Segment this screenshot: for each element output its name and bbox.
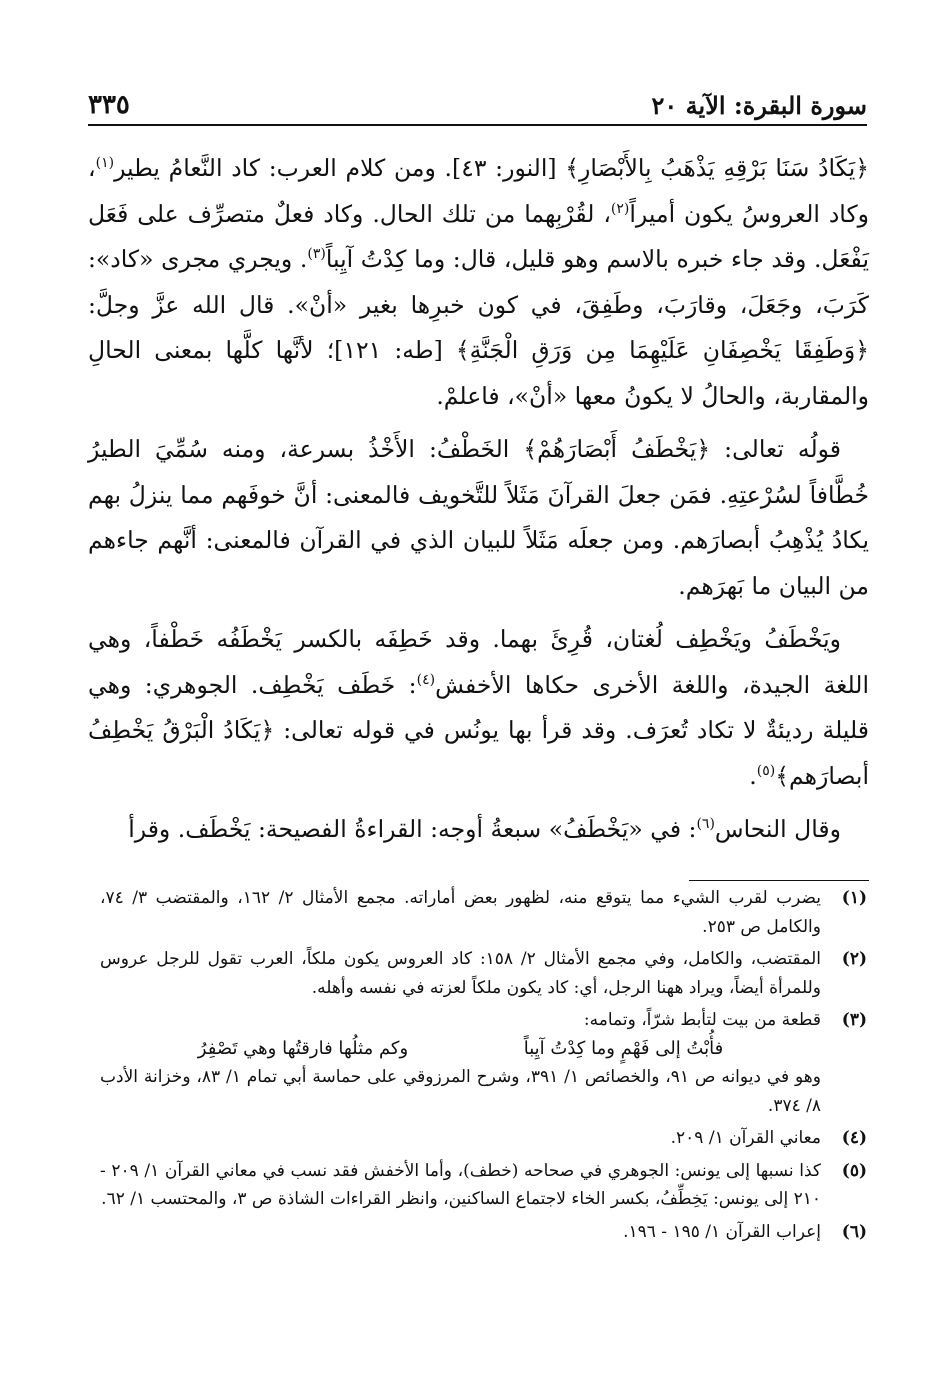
paragraph-3 [88, 617, 869, 799]
page-header [88, 78, 867, 126]
text-segment: : خَطَف يَخْطِف. الجوهري: وهي قليلة رديئةٌ لا تكاد تُعرَف. وقد قرأ بها يونُس في قوله تعالى: ﴿يَكَادُ الْبَرْقُ يَخْطِفُ أبصارَهم﴾ [88, 670, 869, 790]
footnote-number: (٦) [841, 1221, 867, 1242]
main-text [88, 146, 869, 861]
footnote-body [100, 1006, 821, 1120]
text-segment: وقال النحاس [714, 815, 841, 843]
footnote-number: (١) [841, 888, 867, 908]
footnote-1 [100, 884, 867, 941]
footnote-4 [100, 1124, 867, 1153]
paragraph-4 [88, 807, 869, 853]
footnote-6 [100, 1218, 867, 1247]
paragraph-2: قولُه تعالى: ﴿يَخْطَفُ أَبْصَارَهُمْ﴾ الخَطْفُ: الأَخْذُ بسرعة، ومنه سُمِّيَ الطيرُ خُطَّافاً لسُرْعتِهِ. فمَن جعلَ القرآنَ مَثَلاً للتَّخويف فالمعنى: أنَّ خوفَهم مما ينزلُ بهم يكادُ يُذْهِبُ أبصارَهم. ومن جعلَه مَثَلاً للبيان الذي في القرآن فالمعنى: أنَّهم جاءهم من البيان ما بَهرَهم. [88, 435, 869, 600]
text-segment: ويَخْطَفُ ويَخْطِف لُغتان، قُرِئَ بهما. وقد خَطِفَه بالكسر يَخْطَفُه خَطْفاً، وهي اللغة الجيدة، واللغة الأخرى حكاها الأخفش [88, 625, 869, 699]
text-segment: ، لقُرْبِهما من تلك الحال. وكاد فعلٌ متصرِّف على فَعَل يَفْعَل. وقد جاء خبره بالاسم وهو قليل، قال: وما كِدْتُ آيِباً [88, 199, 869, 273]
footnote-number: (٣) [841, 1010, 867, 1030]
footnote-number: (٥) [841, 1160, 867, 1181]
text-segment: ، وكاد العروسُ يكون أميراً [88, 154, 869, 228]
footnotes [100, 884, 867, 1250]
footnote-ref-3: (٣) [307, 246, 326, 263]
footnote-text: معاني القرآن ١/ ٢٠٩. [670, 1128, 821, 1148]
footnote-divider [689, 880, 869, 881]
footnote-ref-4: (٤) [416, 671, 436, 688]
footnote-text: قطعة من بيت لتأبط شرّاً، وتمامه: [583, 1010, 821, 1030]
footnote-text: كذا نسبها إلى يونس: الجوهري في صحاحه (خطف)، وأما الأخفش فقد نسب في معاني القرآن ١/ ٢٠٩ - ٢١٠ إلى يونس: يَخِطِّفُ، بكسر الخاء لاجتماع الساكنين، وانظر القراءات الشاذة ص ٣، والمحتسب ١/ ٦٢. [100, 1160, 821, 1209]
footnote-2 [100, 945, 867, 1002]
footnote-3 [100, 1006, 867, 1120]
verse-hemistich-1: فأُبْتُ إلى فَهْمٍ وما كِدْتُ آيِباً [523, 1037, 724, 1059]
page-number: ٣٣٥ [88, 90, 130, 120]
footnote-ref-6: (٦) [696, 816, 715, 833]
footnote-text: يضرب لقرب الشيء مما يتوقع منه، لظهور بعض أماراته. مجمع الأمثال ٢/ ١٦٢، والمقتضب ٣/ ٧٤، والكامل ص ٢٥٣. [100, 888, 822, 937]
footnote-number: (٢) [841, 949, 867, 969]
poem-verse [100, 1035, 821, 1064]
footnote-ref-1: (١) [95, 155, 115, 172]
footnote-5 [100, 1157, 867, 1214]
footnote-ref-5: (٥) [756, 762, 776, 779]
footnote-text: إعراب القرآن ١/ ١٩٥ - ١٩٦. [623, 1221, 821, 1242]
text-segment: : في «يَخْطَفُ» سبعةُ أوجه: القراءةُ الفصيحة: يَخْطَف. وقرأ [128, 815, 697, 843]
paragraph-1 [88, 146, 869, 419]
verse-hemistich-2: وكم مثلُها فارقتُها وهي تَصْفِرُ [197, 1037, 409, 1059]
footnote-text: المقتضب، والكامل، وفي مجمع الأمثال ٢/ ١٥٨: كاد العروس يكون ملكاً، العرب تقول للرجل عروس وللمرأة أيضاً، ويراد ههنا الرجل، أي: كاد يكون ملكاً لعزته في نفسه وأهله. [100, 949, 821, 998]
footnote-number: (٤) [841, 1128, 867, 1148]
text-segment: . ويجري مجرى «كاد»: كَرَبَ، وجَعَلَ، وقارَبَ، وطَفِقَ، في كون خبرِها بغير «أنْ». قال الله عزَّ وجلَّ: ﴿وَطَفِقَا يَخْصِفَانِ عَلَيْهِمَا مِن وَرَقِ الْجَنَّةِ﴾ [طه: ١٢١]؛ لأنَّها كلَّها بمعنى الحالِ والمقاربة، والحالُ لا يكونُ معها «أنْ»، فاعلمْ. [88, 245, 869, 410]
text-segment: . [749, 761, 757, 790]
footnote-ref-2: (٢) [610, 200, 630, 217]
text-segment: ﴿يَكَادُ سَنَا بَرْقِهِ يَذْهَبُ بِالأَبْصَارِ﴾ [النور: ٤٣]. ومن كلام العرب: كاد النَّعامُ يطير [114, 154, 870, 182]
running-head: سورة البقرة: الآية ٢٠ [651, 91, 867, 120]
footnote-text: وهو في ديوانه ص ٩١، والخصائص ١/ ٣٩١، وشرح المرزوقي على حماسة أبي تمام ١/ ٨٣، وخزانة الأدب ٨/ ٣٧٤. [100, 1067, 821, 1116]
